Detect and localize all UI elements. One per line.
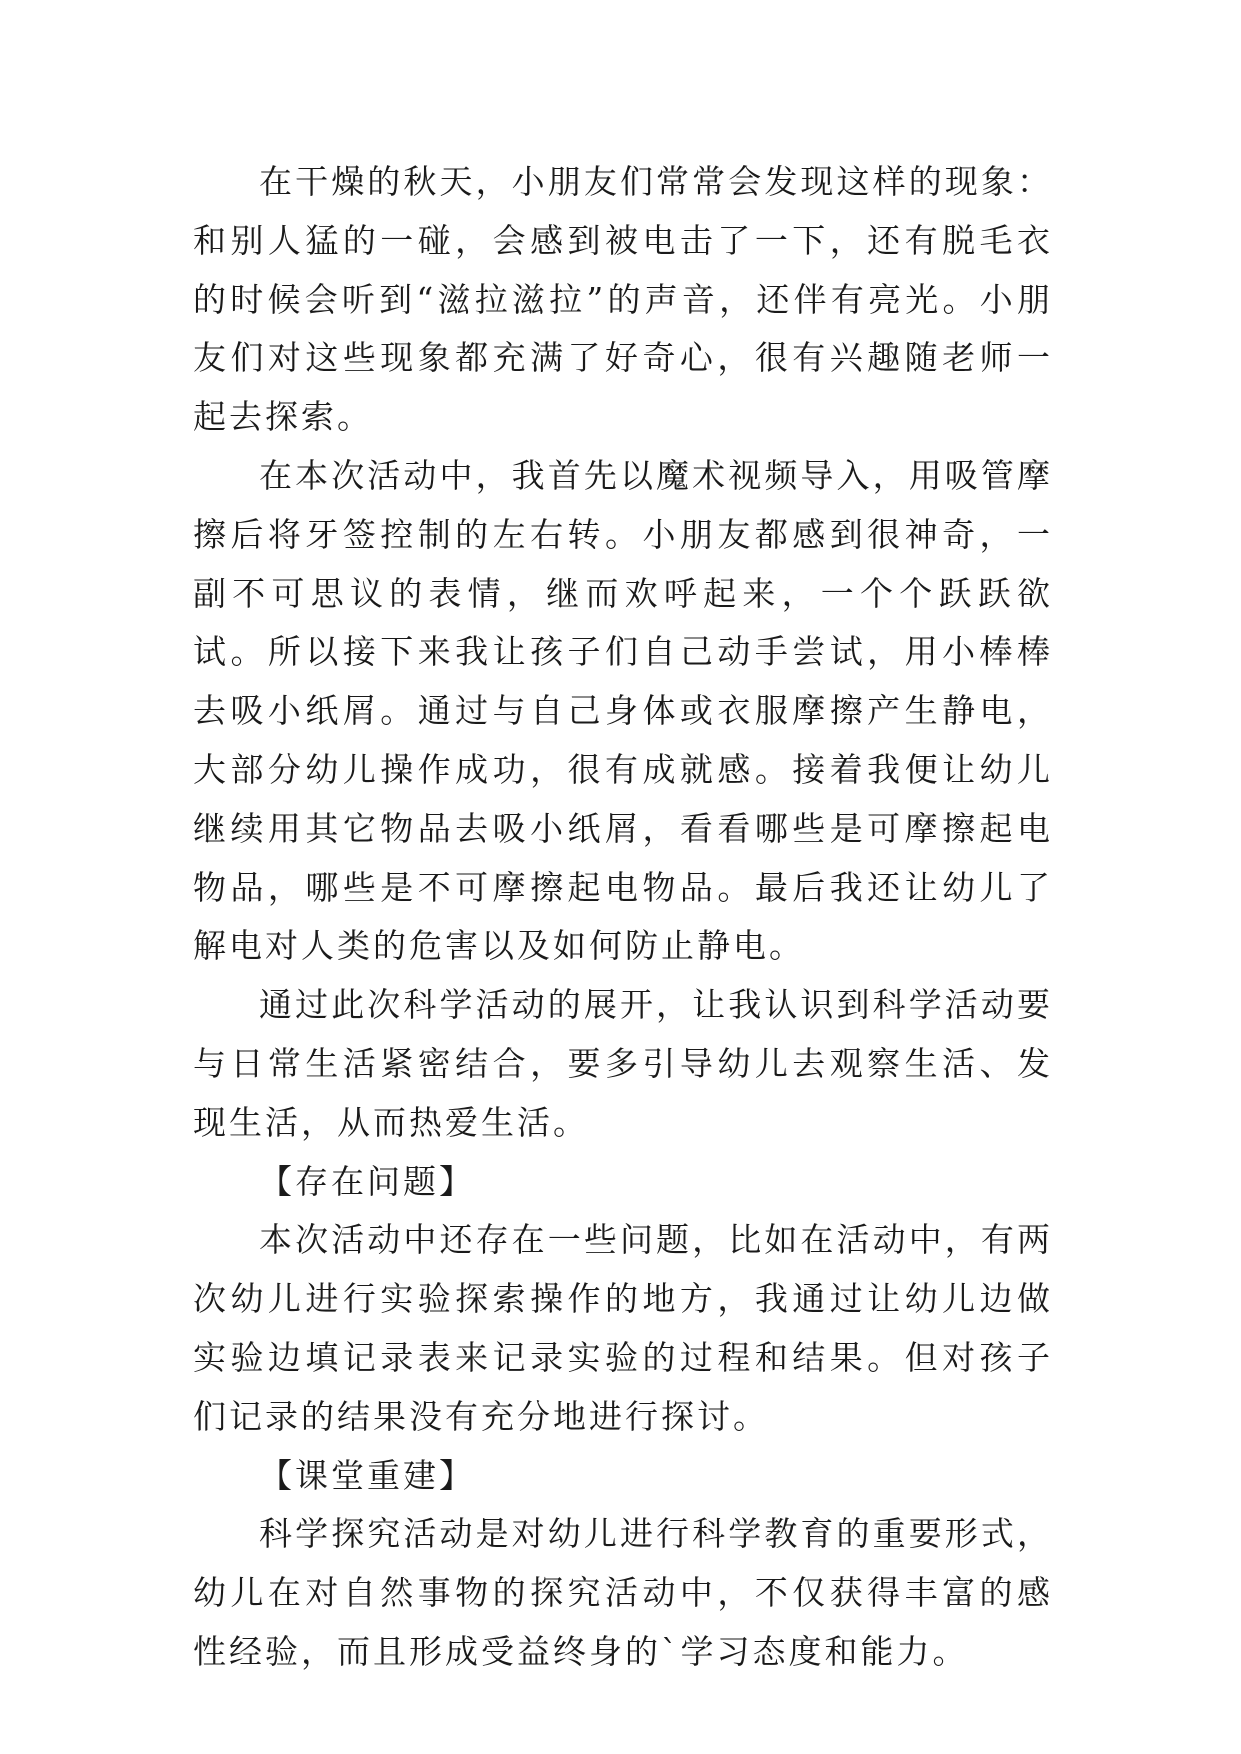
paragraph-rebuild: 科学探究活动是对幼儿进行科学教育的重要形式，幼儿在对自然事物的探究活动中，不仅获得丰富的感性经验，而且形成受益终身的`学习态度和能力。	[193, 1514, 1053, 1671]
heading-existing-problems: 【存在问题】	[259, 1161, 475, 1201]
paragraph-reflection: 通过此次科学活动的展开，让我认识到科学活动要与日常生活紧密结合，要多引导幼儿去观察生活、发现生活，从而热爱生活。	[193, 985, 1053, 1142]
paragraph-activity-process: 在本次活动中，我首先以魔术视频导入，用吸管摩擦后将牙签控制的左右转。小朋友都感到很神奇，一副不可思议的表情，继而欢呼起来，一个个跃跃欲试。所以接下来我让孩子们自己动手尝试，用小棒棒去吸小纸屑。通过与自己身体或衣服摩擦产生静电，大部分幼儿操作成功，很有成就感。接着我便让幼儿继续用其它物品去吸小纸屑，看看哪些是可摩擦起电物品，哪些是不可摩擦起电物品。最后我还让幼儿了解电对人类的危害以及如何防止静电。	[193, 455, 1053, 966]
heading-class-rebuild: 【课堂重建】	[259, 1455, 475, 1495]
paragraph-autumn-static: 在干燥的秋天，小朋友们常常会发现这样的现象：和别人猛的一碰，会感到被电击了一下，还有脱毛衣的时候会听到“滋拉滋拉”的声音，还伴有亮光。小朋友们对这些现象都充满了好奇心，很有兴趣随老师一起去探索。	[193, 162, 1053, 437]
document-body	[193, 153, 1053, 1682]
paragraph-problems: 本次活动中还存在一些问题，比如在活动中，有两次幼儿进行实验探索操作的地方，我通过让幼儿边做实验边填记录表来记录实验的过程和结果。但对孩子们记录的结果没有充分地进行探讨。	[193, 1220, 1053, 1436]
